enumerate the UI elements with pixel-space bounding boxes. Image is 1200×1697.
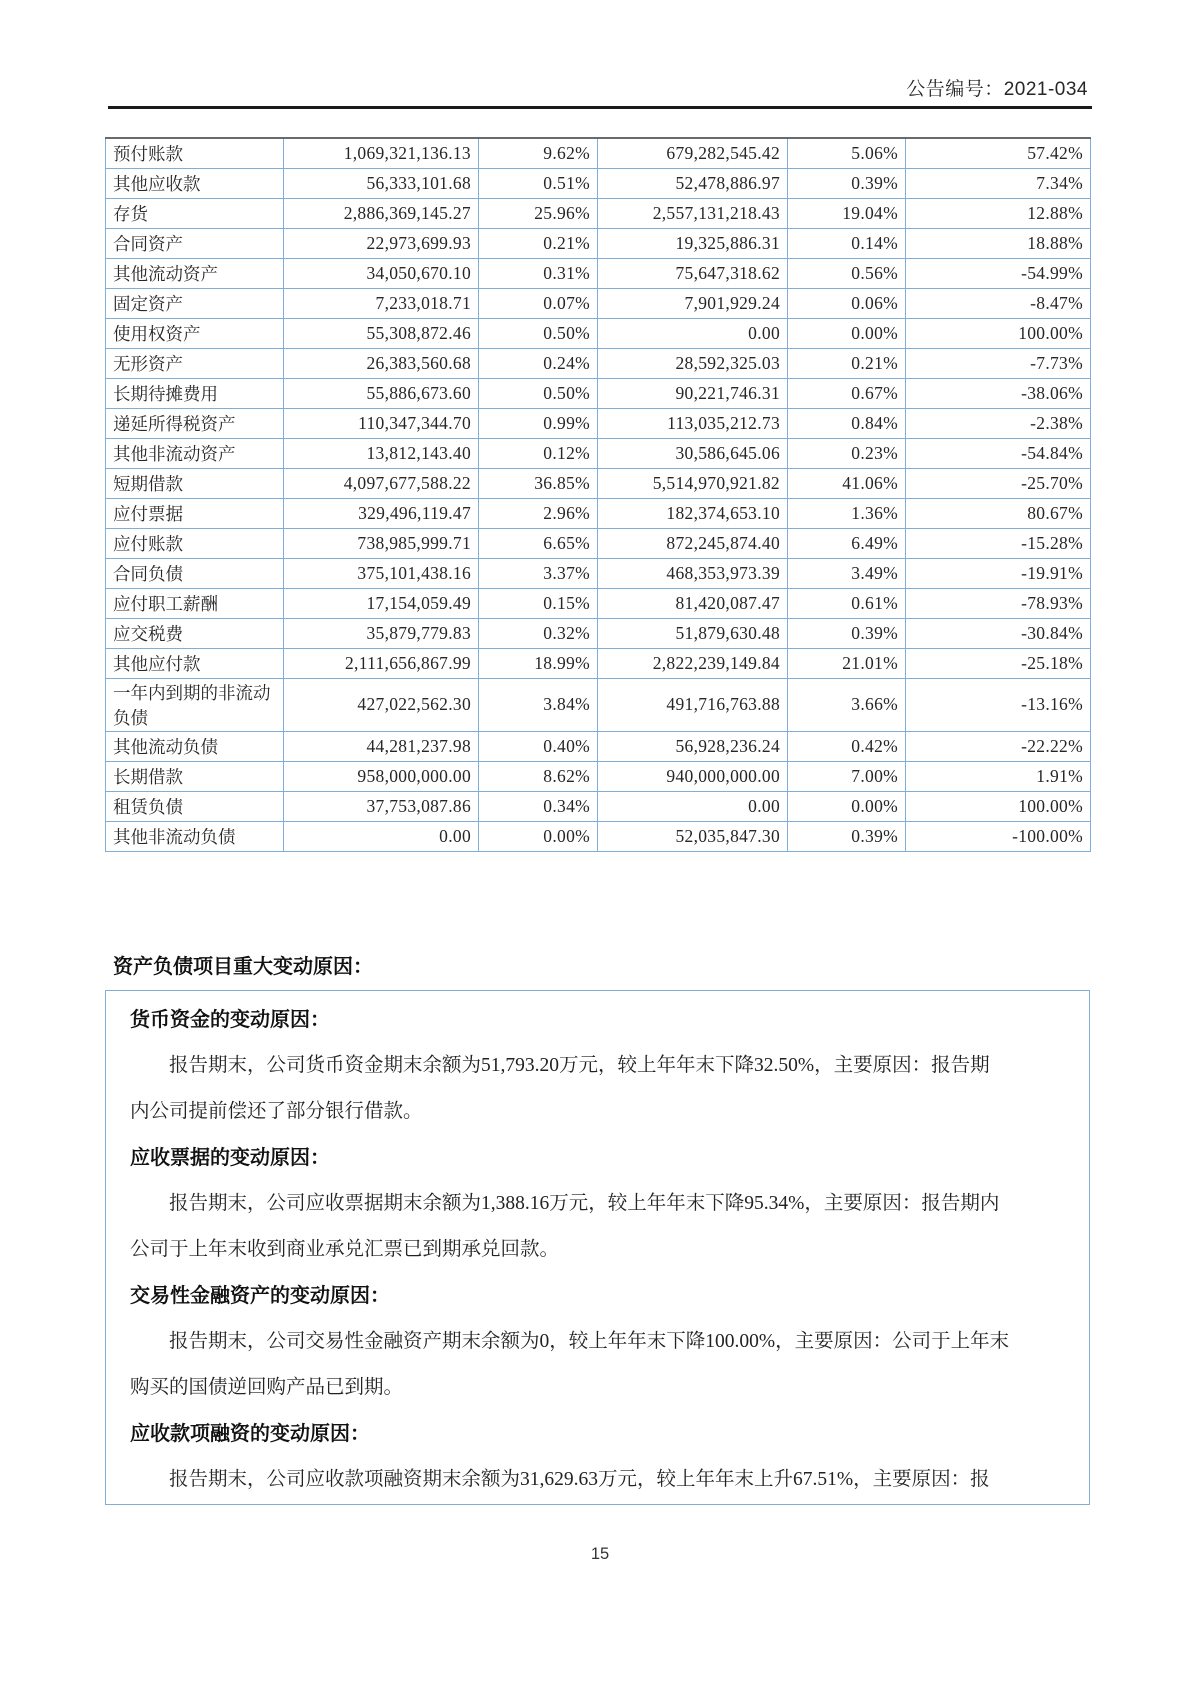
cell-name: 长期借款 xyxy=(106,761,284,791)
cell-change: 7.34% xyxy=(906,168,1091,198)
cell-amount-prior: 7,901,929.24 xyxy=(598,288,788,318)
cell-pct-current: 36.85% xyxy=(479,468,598,498)
cell-name: 使用权资产 xyxy=(106,318,284,348)
cell-name: 一年内到期的非流动负债 xyxy=(106,678,284,731)
cell-pct-current: 3.37% xyxy=(479,558,598,588)
notice-number: 公告编号：2021-034 xyxy=(906,79,1088,100)
cell-pct-prior: 1.36% xyxy=(788,498,906,528)
cell-change: -19.91% xyxy=(906,558,1091,588)
cell-pct-current: 25.96% xyxy=(479,198,598,228)
cell-pct-current: 0.24% xyxy=(479,348,598,378)
table-row xyxy=(106,761,1091,791)
table-row xyxy=(106,498,1091,528)
cell-name: 应付账款 xyxy=(106,528,284,558)
cell-pct-prior: 0.21% xyxy=(788,348,906,378)
cell-pct-current: 9.62% xyxy=(479,138,598,168)
cell-pct-current: 0.99% xyxy=(479,408,598,438)
cell-name: 预付账款 xyxy=(106,138,284,168)
table-row xyxy=(106,588,1091,618)
cell-pct-current: 0.00% xyxy=(479,821,598,851)
cell-pct-current: 6.65% xyxy=(479,528,598,558)
cell-change: 100.00% xyxy=(906,318,1091,348)
table-row xyxy=(106,731,1091,761)
table-row xyxy=(106,528,1091,558)
reason-text-line: 报告期末，公司应收票据期末余额为1,388.16万元，较上年年末下降95.34%，主要原因：报告期内 xyxy=(169,1193,1000,1214)
cell-name: 应付票据 xyxy=(106,498,284,528)
page-number: 15 xyxy=(590,1545,610,1563)
cell-change: -13.16% xyxy=(906,678,1091,731)
change-reasons-box xyxy=(105,990,1090,1505)
cell-pct-prior: 0.00% xyxy=(788,791,906,821)
cell-pct-current: 2.96% xyxy=(479,498,598,528)
cell-name: 其他应付款 xyxy=(106,648,284,678)
cell-pct-prior: 3.66% xyxy=(788,678,906,731)
balance-table-body xyxy=(106,138,1091,851)
cell-pct-prior: 0.61% xyxy=(788,588,906,618)
cell-name: 其他非流动资产 xyxy=(106,438,284,468)
header-rule xyxy=(108,106,1092,109)
cell-change: 100.00% xyxy=(906,791,1091,821)
cell-change: -22.22% xyxy=(906,731,1091,761)
table-row xyxy=(106,168,1091,198)
cell-change: 57.42% xyxy=(906,138,1091,168)
cell-pct-prior: 0.42% xyxy=(788,731,906,761)
cell-pct-current: 0.31% xyxy=(479,258,598,288)
cell-pct-prior: 0.00% xyxy=(788,318,906,348)
cell-name: 无形资产 xyxy=(106,348,284,378)
cell-amount-current: 2,111,656,867.99 xyxy=(284,648,479,678)
cell-name: 合同资产 xyxy=(106,228,284,258)
cell-amount-prior: 2,822,239,149.84 xyxy=(598,648,788,678)
cell-name: 其他流动资产 xyxy=(106,258,284,288)
cell-pct-prior: 0.39% xyxy=(788,168,906,198)
table-row xyxy=(106,678,1091,731)
cell-change: -7.73% xyxy=(906,348,1091,378)
cell-amount-current: 958,000,000.00 xyxy=(284,761,479,791)
cell-change: -2.38% xyxy=(906,408,1091,438)
cell-pct-current: 8.62% xyxy=(479,761,598,791)
cell-name: 应付职工薪酬 xyxy=(106,588,284,618)
reason-text-line: 购买的国债逆回购产品已到期。 xyxy=(130,1377,404,1398)
cell-amount-current: 44,281,237.98 xyxy=(284,731,479,761)
cell-amount-current: 2,886,369,145.27 xyxy=(284,198,479,228)
table-row xyxy=(106,288,1091,318)
cell-change: -15.28% xyxy=(906,528,1091,558)
cell-amount-prior: 52,035,847.30 xyxy=(598,821,788,851)
table-row xyxy=(106,198,1091,228)
cell-amount-prior: 940,000,000.00 xyxy=(598,761,788,791)
cell-pct-prior: 3.49% xyxy=(788,558,906,588)
cell-amount-current: 22,973,699.93 xyxy=(284,228,479,258)
table-row xyxy=(106,558,1091,588)
cell-amount-current: 34,050,670.10 xyxy=(284,258,479,288)
reason-heading: 交易性金融资产的变动原因： xyxy=(130,1285,390,1307)
table-row xyxy=(106,378,1091,408)
table-row xyxy=(106,648,1091,678)
cell-amount-prior: 19,325,886.31 xyxy=(598,228,788,258)
cell-amount-prior: 75,647,318.62 xyxy=(598,258,788,288)
cell-pct-prior: 19.04% xyxy=(788,198,906,228)
cell-pct-current: 0.50% xyxy=(479,378,598,408)
cell-pct-prior: 0.39% xyxy=(788,821,906,851)
cell-amount-prior: 113,035,212.73 xyxy=(598,408,788,438)
cell-change: -78.93% xyxy=(906,588,1091,618)
cell-pct-current: 0.32% xyxy=(479,618,598,648)
cell-pct-current: 0.34% xyxy=(479,791,598,821)
cell-amount-prior: 182,374,653.10 xyxy=(598,498,788,528)
cell-name: 其他流动负债 xyxy=(106,731,284,761)
cell-amount-prior: 2,557,131,218.43 xyxy=(598,198,788,228)
table-row xyxy=(106,618,1091,648)
cell-amount-current: 13,812,143.40 xyxy=(284,438,479,468)
table-row xyxy=(106,348,1091,378)
table-row xyxy=(106,791,1091,821)
major-change-reasons-heading: 资产负债项目重大变动原因： xyxy=(113,956,373,978)
reason-heading: 货币资金的变动原因： xyxy=(130,1009,330,1031)
cell-amount-prior: 872,245,874.40 xyxy=(598,528,788,558)
cell-amount-current: 427,022,562.30 xyxy=(284,678,479,731)
cell-amount-current: 0.00 xyxy=(284,821,479,851)
cell-amount-prior: 51,879,630.48 xyxy=(598,618,788,648)
balance-sheet-items-table xyxy=(105,137,1091,852)
cell-pct-current: 3.84% xyxy=(479,678,598,731)
cell-name: 租赁负债 xyxy=(106,791,284,821)
cell-pct-prior: 0.23% xyxy=(788,438,906,468)
cell-change: -100.00% xyxy=(906,821,1091,851)
cell-pct-prior: 0.39% xyxy=(788,618,906,648)
cell-amount-current: 110,347,344.70 xyxy=(284,408,479,438)
cell-amount-current: 4,097,677,588.22 xyxy=(284,468,479,498)
cell-amount-prior: 30,586,645.06 xyxy=(598,438,788,468)
cell-name: 合同负债 xyxy=(106,558,284,588)
cell-amount-current: 1,069,321,136.13 xyxy=(284,138,479,168)
reason-text-line: 报告期末，公司交易性金融资产期末余额为0，较上年年末下降100.00%，主要原因：公司于上年末 xyxy=(169,1331,1010,1352)
cell-name: 递延所得税资产 xyxy=(106,408,284,438)
reason-text-line: 报告期末，公司应收款项融资期末余额为31,629.63万元，较上年年末上升67.51%，主要原因：报 xyxy=(169,1469,990,1490)
cell-amount-prior: 0.00 xyxy=(598,318,788,348)
cell-pct-prior: 0.56% xyxy=(788,258,906,288)
cell-pct-prior: 41.06% xyxy=(788,468,906,498)
cell-amount-prior: 28,592,325.03 xyxy=(598,348,788,378)
cell-name: 固定资产 xyxy=(106,288,284,318)
cell-amount-current: 7,233,018.71 xyxy=(284,288,479,318)
cell-name: 短期借款 xyxy=(106,468,284,498)
cell-pct-current: 0.21% xyxy=(479,228,598,258)
cell-change: -25.18% xyxy=(906,648,1091,678)
reason-text-line: 公司于上年末收到商业承兑汇票已到期承兑回款。 xyxy=(130,1239,560,1260)
cell-pct-prior: 0.84% xyxy=(788,408,906,438)
cell-pct-prior: 5.06% xyxy=(788,138,906,168)
cell-amount-prior: 81,420,087.47 xyxy=(598,588,788,618)
cell-change: 12.88% xyxy=(906,198,1091,228)
table-row xyxy=(106,468,1091,498)
cell-pct-current: 0.07% xyxy=(479,288,598,318)
cell-amount-current: 26,383,560.68 xyxy=(284,348,479,378)
reason-heading: 应收票据的变动原因： xyxy=(130,1147,330,1169)
cell-change: 1.91% xyxy=(906,761,1091,791)
cell-change: -25.70% xyxy=(906,468,1091,498)
table-row xyxy=(106,318,1091,348)
cell-pct-prior: 0.67% xyxy=(788,378,906,408)
cell-amount-current: 17,154,059.49 xyxy=(284,588,479,618)
cell-amount-current: 375,101,438.16 xyxy=(284,558,479,588)
table-row xyxy=(106,438,1091,468)
reason-text-line: 报告期末，公司货币资金期末余额为51,793.20万元，较上年年末下降32.50%，主要原因：报告期 xyxy=(169,1055,990,1076)
cell-amount-current: 35,879,779.83 xyxy=(284,618,479,648)
cell-amount-prior: 90,221,746.31 xyxy=(598,378,788,408)
cell-amount-prior: 679,282,545.42 xyxy=(598,138,788,168)
cell-pct-prior: 0.06% xyxy=(788,288,906,318)
cell-pct-current: 0.15% xyxy=(479,588,598,618)
cell-amount-current: 56,333,101.68 xyxy=(284,168,479,198)
cell-pct-prior: 6.49% xyxy=(788,528,906,558)
cell-change: -54.99% xyxy=(906,258,1091,288)
table-row xyxy=(106,258,1091,288)
table-row xyxy=(106,228,1091,258)
cell-amount-prior: 468,353,973.39 xyxy=(598,558,788,588)
cell-change: 80.67% xyxy=(906,498,1091,528)
table-row xyxy=(106,408,1091,438)
cell-pct-prior: 0.14% xyxy=(788,228,906,258)
cell-name: 存货 xyxy=(106,198,284,228)
cell-amount-current: 37,753,087.86 xyxy=(284,791,479,821)
cell-amount-current: 55,886,673.60 xyxy=(284,378,479,408)
cell-change: -30.84% xyxy=(906,618,1091,648)
table-row xyxy=(106,138,1091,168)
cell-name: 其他应收款 xyxy=(106,168,284,198)
cell-pct-current: 0.50% xyxy=(479,318,598,348)
cell-amount-prior: 0.00 xyxy=(598,791,788,821)
cell-amount-prior: 52,478,886.97 xyxy=(598,168,788,198)
cell-change: -54.84% xyxy=(906,438,1091,468)
cell-pct-current: 0.40% xyxy=(479,731,598,761)
cell-amount-prior: 5,514,970,921.82 xyxy=(598,468,788,498)
cell-pct-prior: 21.01% xyxy=(788,648,906,678)
cell-amount-current: 329,496,119.47 xyxy=(284,498,479,528)
cell-amount-current: 55,308,872.46 xyxy=(284,318,479,348)
table-row xyxy=(106,821,1091,851)
cell-change: -8.47% xyxy=(906,288,1091,318)
cell-pct-current: 18.99% xyxy=(479,648,598,678)
cell-name: 长期待摊费用 xyxy=(106,378,284,408)
reason-text-line: 内公司提前偿还了部分银行借款。 xyxy=(130,1101,423,1122)
cell-amount-prior: 56,928,236.24 xyxy=(598,731,788,761)
cell-pct-current: 0.12% xyxy=(479,438,598,468)
cell-amount-current: 738,985,999.71 xyxy=(284,528,479,558)
cell-amount-prior: 491,716,763.88 xyxy=(598,678,788,731)
cell-name: 应交税费 xyxy=(106,618,284,648)
cell-change: -38.06% xyxy=(906,378,1091,408)
cell-name: 其他非流动负债 xyxy=(106,821,284,851)
cell-change: 18.88% xyxy=(906,228,1091,258)
reason-heading: 应收款项融资的变动原因： xyxy=(130,1423,370,1445)
cell-pct-current: 0.51% xyxy=(479,168,598,198)
cell-pct-prior: 7.00% xyxy=(788,761,906,791)
